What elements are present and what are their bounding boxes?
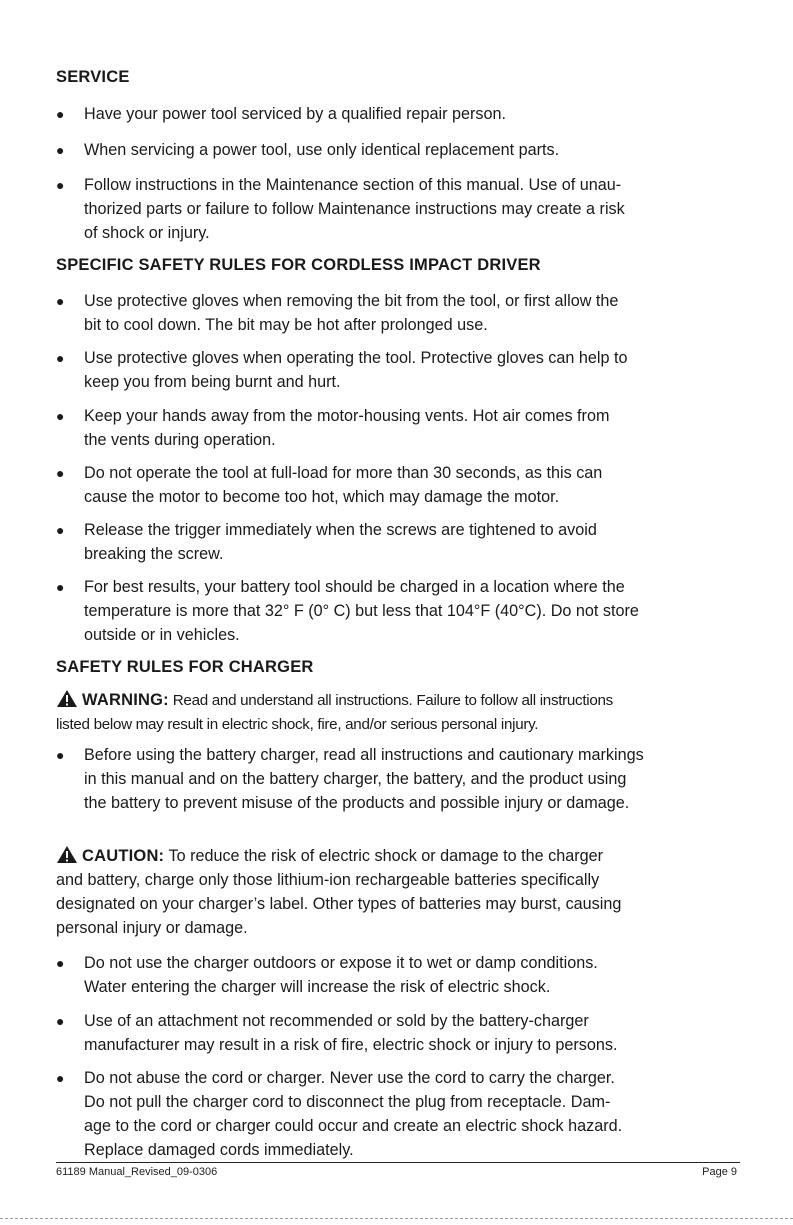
list-item: ● Release the trigger immediately when the screws are tightened to avoid breaking the screw. — [56, 518, 746, 566]
impact-driver-heading: SPECIFIC SAFETY RULES FOR CORDLESS IMPACT DRIVER — [56, 256, 541, 274]
page-number: Page 9 — [702, 1166, 737, 1178]
bullet-dot-icon: ● — [56, 177, 65, 193]
footer-document-id: 61189 Manual_Revised_09-0306 — [56, 1166, 218, 1178]
page-edge-divider — [0, 1218, 793, 1219]
footer-divider — [56, 1162, 740, 1163]
bullet-dot-icon: ● — [56, 465, 65, 481]
bullet-dot-icon: ● — [56, 350, 65, 366]
list-item: ● Use protective gloves when operating the tool. Protective gloves can help to keep you from being burnt and hurt. — [56, 346, 746, 394]
service-heading: SERVICE — [56, 68, 130, 86]
bullet-dot-icon: ● — [56, 747, 65, 763]
list-item: ● For best results, your battery tool should be charged in a location where the temperature is more that 32° F (0° C) but less that 104°F (40°C). Do not store outside or in vehicles. — [56, 575, 746, 647]
list-item: ● Before using the battery charger, read all instructions and cautionary markings in this manual and on the battery charger, the battery, and the product using the battery to prevent misuse of the products and possible injury or damage. — [56, 743, 746, 815]
list-item: ● Do not use the charger outdoors or expose it to wet or damp conditions. Water entering the charger will increase the risk of electric shock. — [56, 951, 746, 999]
list-item: ● Have your power tool serviced by a qualified repair person. — [56, 102, 746, 126]
caution-paragraph — [56, 844, 746, 940]
list-item: ● Use of an attachment not recommended or sold by the battery-charger manufacturer may result in a risk of fire, electric shock or injury to persons. — [56, 1009, 746, 1057]
bullet-dot-icon: ● — [56, 579, 65, 595]
bullet-dot-icon: ● — [56, 408, 65, 424]
bullet-dot-icon: ● — [56, 142, 65, 158]
bullet-dot-icon: ● — [56, 1013, 65, 1029]
bullet-dot-icon: ● — [56, 293, 65, 309]
warning-text: Read and understand all instructions. Failure to follow all instructions listed below may result in electric shock, fire, and/or serious personal injury. — [56, 692, 613, 733]
list-item: ● Do not abuse the cord or charger. Never use the cord to carry the charger. Do not pull the charger cord to disconnect the plug from receptacle. Dam- age to the cord or charger could occur and create an electric shock hazard. Replace damaged cords immediately. — [56, 1066, 746, 1162]
list-item: ● Do not operate the tool at full-load for more than 30 seconds, as this can cause the motor to become too hot, which may damage the motor. — [56, 461, 746, 509]
bullet-dot-icon: ● — [56, 1070, 65, 1086]
list-item: ● Follow instructions in the Maintenance section of this manual. Use of unau- thorized parts or failure to follow Maintenance instructions may create a risk of shock or injury. — [56, 173, 746, 245]
charger-heading: SAFETY RULES FOR CHARGER — [56, 658, 314, 676]
list-item: ● Keep your hands away from the motor-housing vents. Hot air comes from the vents during operation. — [56, 404, 746, 452]
warning-label: WARNING: — [82, 691, 169, 709]
warning-triangle-icon — [56, 845, 78, 864]
warning-paragraph — [56, 688, 746, 737]
warning-triangle-icon — [56, 689, 78, 708]
caution-text: To reduce the risk of electric shock or damage to the charger and battery, charge only those lithium-ion rechargeable batteries specifically designated on your charger’s label. Other types of batteries may burst, causing personal injury or damage. — [56, 847, 622, 937]
bullet-dot-icon: ● — [56, 106, 65, 122]
bullet-dot-icon: ● — [56, 955, 65, 971]
list-item: ● Use protective gloves when removing the bit from the tool, or first allow the bit to cool down. The bit may be hot after prolonged use. — [56, 289, 746, 337]
list-item: ● When servicing a power tool, use only identical replacement parts. — [56, 138, 746, 162]
bullet-dot-icon: ● — [56, 522, 65, 538]
caution-label: CAUTION: — [82, 847, 165, 865]
